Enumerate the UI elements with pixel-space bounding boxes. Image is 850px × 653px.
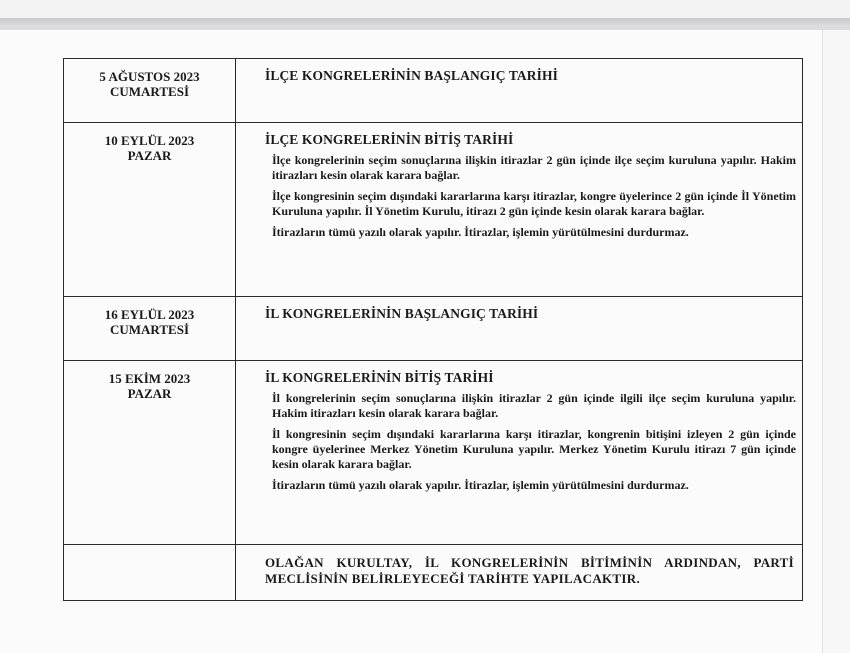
page-right-edge [822, 30, 850, 653]
date-text: 10 EYLÜL 2023 [104, 133, 195, 148]
table-row [64, 361, 803, 545]
date-cell [64, 123, 236, 297]
date-text: 16 EYLÜL 2023 [104, 307, 195, 322]
weekday-text: PAZAR [127, 148, 172, 163]
weekday-text: CUMARTESİ [110, 322, 189, 337]
event-cell [236, 123, 803, 297]
rule-paragraph: İtirazların tümü yazılı olarak yapılır. İtirazlar, işlemin yürütülmesini durdurmaz. [272, 478, 689, 492]
date-cell [64, 59, 236, 123]
event-cell [236, 297, 803, 361]
date-text: 15 EKİM 2023 [108, 371, 191, 386]
empty-date-cell [64, 545, 236, 601]
rule-paragraph: İl kongrelerinin seçim sonuçlarına ilişkin itirazlar 2 gün içinde ilgili ilçe seçim kuruluna yapılır. Hakim itirazları kesin olarak karara bağlar. [272, 391, 796, 420]
table-row [64, 123, 803, 297]
date-cell [64, 297, 236, 361]
rule-paragraph: İtirazların tümü yazılı olarak yapılır. İtirazlar, işlemin yürütülmesini durdurmaz. [272, 225, 689, 239]
congress-schedule-table [63, 58, 803, 601]
date-cell [64, 361, 236, 545]
table-row [64, 297, 803, 361]
event-cell [236, 59, 803, 123]
weekday-text: PAZAR [127, 386, 172, 401]
event-cell [236, 361, 803, 545]
event-heading: İL KONGRELERİNİN BİTİŞ TARİHİ [265, 370, 494, 385]
event-cell [236, 545, 803, 601]
event-heading: İLÇE KONGRELERİNİN BAŞLANGIÇ TARİHİ [265, 68, 558, 83]
table-row [64, 59, 803, 123]
table-row [64, 545, 803, 601]
previous-page-strip [0, 0, 850, 18]
event-heading: İL KONGRELERİNİN BAŞLANGIÇ TARİHİ [265, 306, 539, 321]
page-gap [0, 18, 850, 26]
event-heading: İLÇE KONGRELERİNİN BİTİŞ TARİHİ [265, 132, 514, 147]
rule-paragraph: İl kongresinin seçim dışındaki kararlarına karşı itirazlar, kongrenin bitişini izleyen 2 gün içinde kongre üyelerinee Merkez Yönetim Kuruluna yapılır. Merkez Yönetim Kurulu itirazı 7 gün içinde kesin olarak karara bağlar. [272, 427, 796, 471]
rule-paragraph: İlçe kongrelerinin seçim sonuçlarına ilişkin itirazlar 2 gün içinde ilçe seçim kuruluna yapılır. Hakim itirazları kesin olarak karara bağlar. [272, 153, 796, 182]
date-text: 5 AĞUSTOS 2023 [99, 69, 200, 84]
kurultay-note: OLAĞAN KURULTAY, İL KONGRELERİNİN BİTİMİNİN ARDINDAN, PARTİ MECLİSİNİN BELİRLEYECEĞİ TARİHTE YAPILACAKTIR. [265, 555, 794, 586]
weekday-text: CUMARTESİ [110, 84, 189, 99]
rule-paragraph: İlçe kongresinin seçim dışındaki kararlarına karşı itirazlar, kongre üyelerince 2 gün içinde İl Yönetim Kuruluna yapılır. İl Yönetim Kurulu, itirazı 2 gün içinde kesin olarak karara bağlar. [272, 189, 796, 218]
